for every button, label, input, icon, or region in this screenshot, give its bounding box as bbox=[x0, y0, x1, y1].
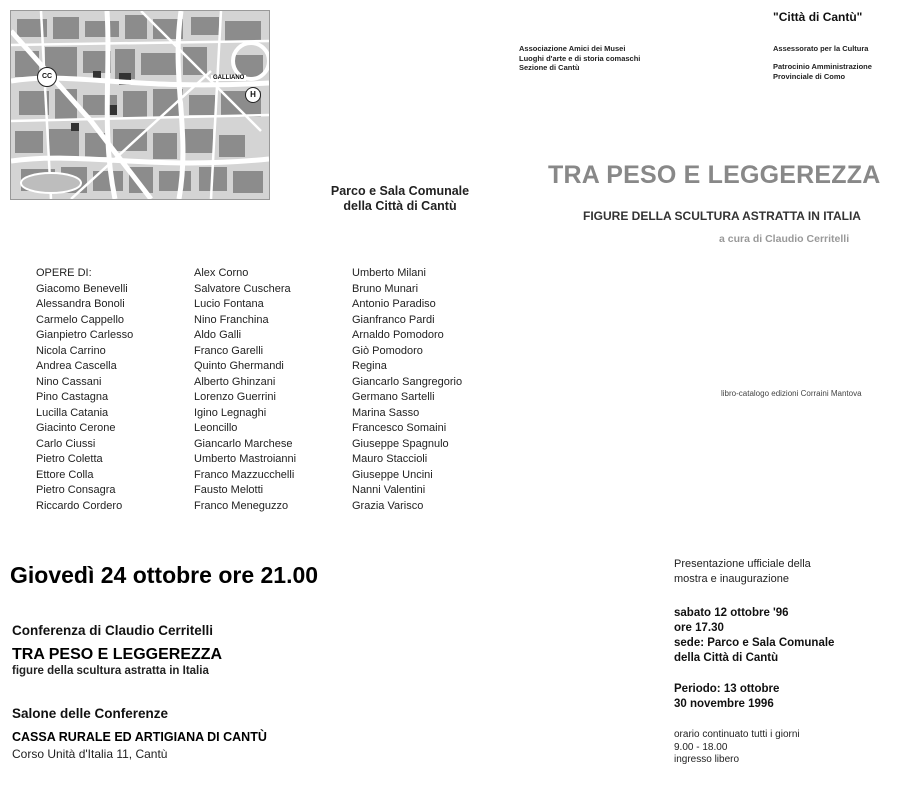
exhibition-curator: a cura di Claudio Cerritelli bbox=[719, 233, 850, 245]
artist-name: Pietro Consagra bbox=[36, 484, 116, 496]
artist-name: Arnaldo Pomodoro bbox=[352, 329, 444, 341]
map-badge-cc bbox=[37, 67, 57, 87]
artist-name: Regina bbox=[352, 360, 387, 372]
artist-name: Lorenzo Guerrini bbox=[194, 391, 276, 403]
presentation-intro-line-2: mostra e inaugurazione bbox=[674, 573, 789, 585]
hours-line-1: orario continuato tutti i giorni bbox=[674, 729, 800, 740]
artist-name: Marina Sasso bbox=[352, 406, 420, 419]
map-graphic bbox=[11, 11, 269, 199]
venue-line-2: della Città di Cantù bbox=[343, 199, 457, 213]
conference-bank: CASSA RURALE ED ARTIGIANA DI CANTÙ bbox=[12, 730, 267, 744]
catalogue-note: libro-catalogo edizioni Corraini Mantova bbox=[721, 389, 862, 398]
artist-name: Umberto Mastroianni bbox=[194, 453, 297, 465]
artist-column-1 bbox=[36, 266, 133, 514]
city-map bbox=[10, 10, 270, 200]
presentation-intro bbox=[674, 557, 811, 587]
conference-speaker: Conferenza di Claudio Cerritelli bbox=[12, 623, 214, 638]
conference-hall: Salone delle Conferenze bbox=[12, 706, 169, 721]
presentation-date-line-4: della Città di Cantù bbox=[674, 652, 779, 664]
artist-name: Giancarlo Marchese bbox=[194, 437, 293, 450]
exhibition-subtitle: FIGURE DELLA SCULTURA ASTRATTA IN ITALIA bbox=[583, 209, 861, 223]
artist-column-2 bbox=[194, 266, 296, 514]
artist-name: Nanni Valentini bbox=[352, 484, 426, 496]
period-line-2: 30 novembre 1996 bbox=[674, 698, 774, 710]
artist-name: Alessandra Bonoli bbox=[36, 298, 125, 310]
artist-name: Riccardo Cordero bbox=[36, 499, 123, 512]
conference-address: Corso Unità d'Italia 11, Cantù bbox=[12, 747, 168, 761]
artist-name: Gianpietro Carlesso bbox=[36, 329, 134, 341]
period-line-1: Periodo: 13 ottobre bbox=[674, 683, 780, 695]
artist-name: Nino Franchina bbox=[194, 313, 269, 326]
map-hospital-label: H bbox=[250, 90, 256, 99]
artist-name: Lucio Fontana bbox=[194, 298, 264, 310]
artist-name: Leoncillo bbox=[194, 422, 238, 434]
artist-name: Carlo Ciussi bbox=[36, 437, 96, 450]
hours-line-2: 9.00 - 18.00 bbox=[674, 741, 728, 753]
assessorato-line: Assessorato per la Cultura bbox=[773, 44, 869, 53]
patrocinio-line-1: Patrocinio Amministrazione bbox=[773, 62, 872, 71]
artist-name: Giacinto Cerone bbox=[36, 422, 116, 434]
artist-name: Giuseppe Uncini bbox=[352, 468, 433, 481]
city-title: "Città di Cantù" bbox=[773, 10, 863, 24]
artist-name: Giò Pomodoro bbox=[352, 344, 423, 357]
artist-name: Alex Corno bbox=[194, 267, 249, 279]
presentation-date-line-3: sede: Parco e Sala Comunale bbox=[674, 637, 835, 649]
artist-name: Bruno Munari bbox=[352, 282, 419, 295]
artist-name: Lucilla Catania bbox=[36, 406, 109, 419]
artist-name: Franco Mazzucchelli bbox=[194, 468, 295, 481]
artist-name: Antonio Paradiso bbox=[352, 298, 436, 310]
artist-name: Giacomo Benevelli bbox=[36, 282, 128, 295]
opening-hours bbox=[674, 729, 800, 767]
map-label-galliano: GALLIANO bbox=[213, 75, 245, 81]
artist-name: Giuseppe Spagnulo bbox=[352, 437, 449, 450]
artist-name: Mauro Staccioli bbox=[352, 453, 428, 465]
artist-name: Francesco Somaini bbox=[352, 422, 447, 434]
presentation-date-line-2: ore 17.30 bbox=[674, 622, 724, 634]
artists-heading: OPERE DI: bbox=[36, 267, 92, 279]
artist-name: Nino Cassani bbox=[36, 375, 102, 388]
artist-name: Alberto Ghinzani bbox=[194, 375, 276, 388]
artist-name: Umberto Milani bbox=[352, 267, 426, 279]
artist-name: Gianfranco Pardi bbox=[352, 313, 435, 326]
artist-name: Ettore Colla bbox=[36, 468, 94, 481]
artist-name: Pino Castagna bbox=[36, 391, 109, 403]
map-hospital-badge bbox=[245, 87, 261, 103]
artist-name: Pietro Coletta bbox=[36, 453, 103, 465]
association-line-3: Sezione di Cantù bbox=[519, 63, 580, 72]
association-line-1: Associazione Amici dei Musei bbox=[519, 44, 626, 53]
artist-name: Grazia Varisco bbox=[352, 499, 424, 512]
venue-line-1: Parco e Sala Comunale bbox=[330, 184, 470, 198]
artist-name: Carmelo Cappello bbox=[36, 313, 125, 326]
presentation-intro-line-1: Presentazione ufficiale della bbox=[674, 558, 811, 570]
hours-line-3: ingresso libero bbox=[674, 754, 740, 765]
artist-name: Germano Sartelli bbox=[352, 391, 435, 403]
artist-name: Andrea Cascella bbox=[36, 360, 117, 372]
conference-subtitle: figure della scultura astratta in Italia bbox=[12, 665, 209, 677]
artist-name: Fausto Melotti bbox=[194, 484, 264, 496]
patrocinio-block bbox=[773, 62, 872, 81]
artist-name: Igino Legnaghi bbox=[194, 406, 267, 419]
artist-name: Franco Meneguzzo bbox=[194, 499, 289, 512]
venue-caption bbox=[300, 184, 500, 214]
map-badge-cc-label: CC bbox=[41, 73, 53, 80]
exhibition-title: TRA PESO E LEGGEREZZA bbox=[548, 161, 881, 189]
exhibition-period bbox=[674, 682, 779, 712]
artist-name: Salvatore Cuschera bbox=[194, 282, 291, 295]
artist-name: Aldo Galli bbox=[194, 329, 242, 341]
artist-name: Franco Garelli bbox=[194, 344, 264, 357]
artist-name: Giancarlo Sangregorio bbox=[352, 375, 463, 388]
conference-title: TRA PESO E LEGGEREZZA bbox=[12, 646, 223, 663]
patrocinio-line-2: Provinciale di Como bbox=[773, 71, 846, 81]
association-block bbox=[519, 44, 640, 73]
association-line-2: Luoghi d'arte e di storia comaschi bbox=[519, 53, 641, 63]
artist-name: Nicola Carrino bbox=[36, 344, 106, 357]
presentation-date-line-1: sabato 12 ottobre '96 bbox=[674, 607, 789, 619]
artist-name: Quinto Ghermandi bbox=[194, 360, 284, 372]
artist-column-3 bbox=[352, 266, 462, 514]
conference-date: Giovedì 24 ottobre ore 21.00 bbox=[10, 562, 319, 588]
presentation-date-block bbox=[674, 606, 834, 666]
